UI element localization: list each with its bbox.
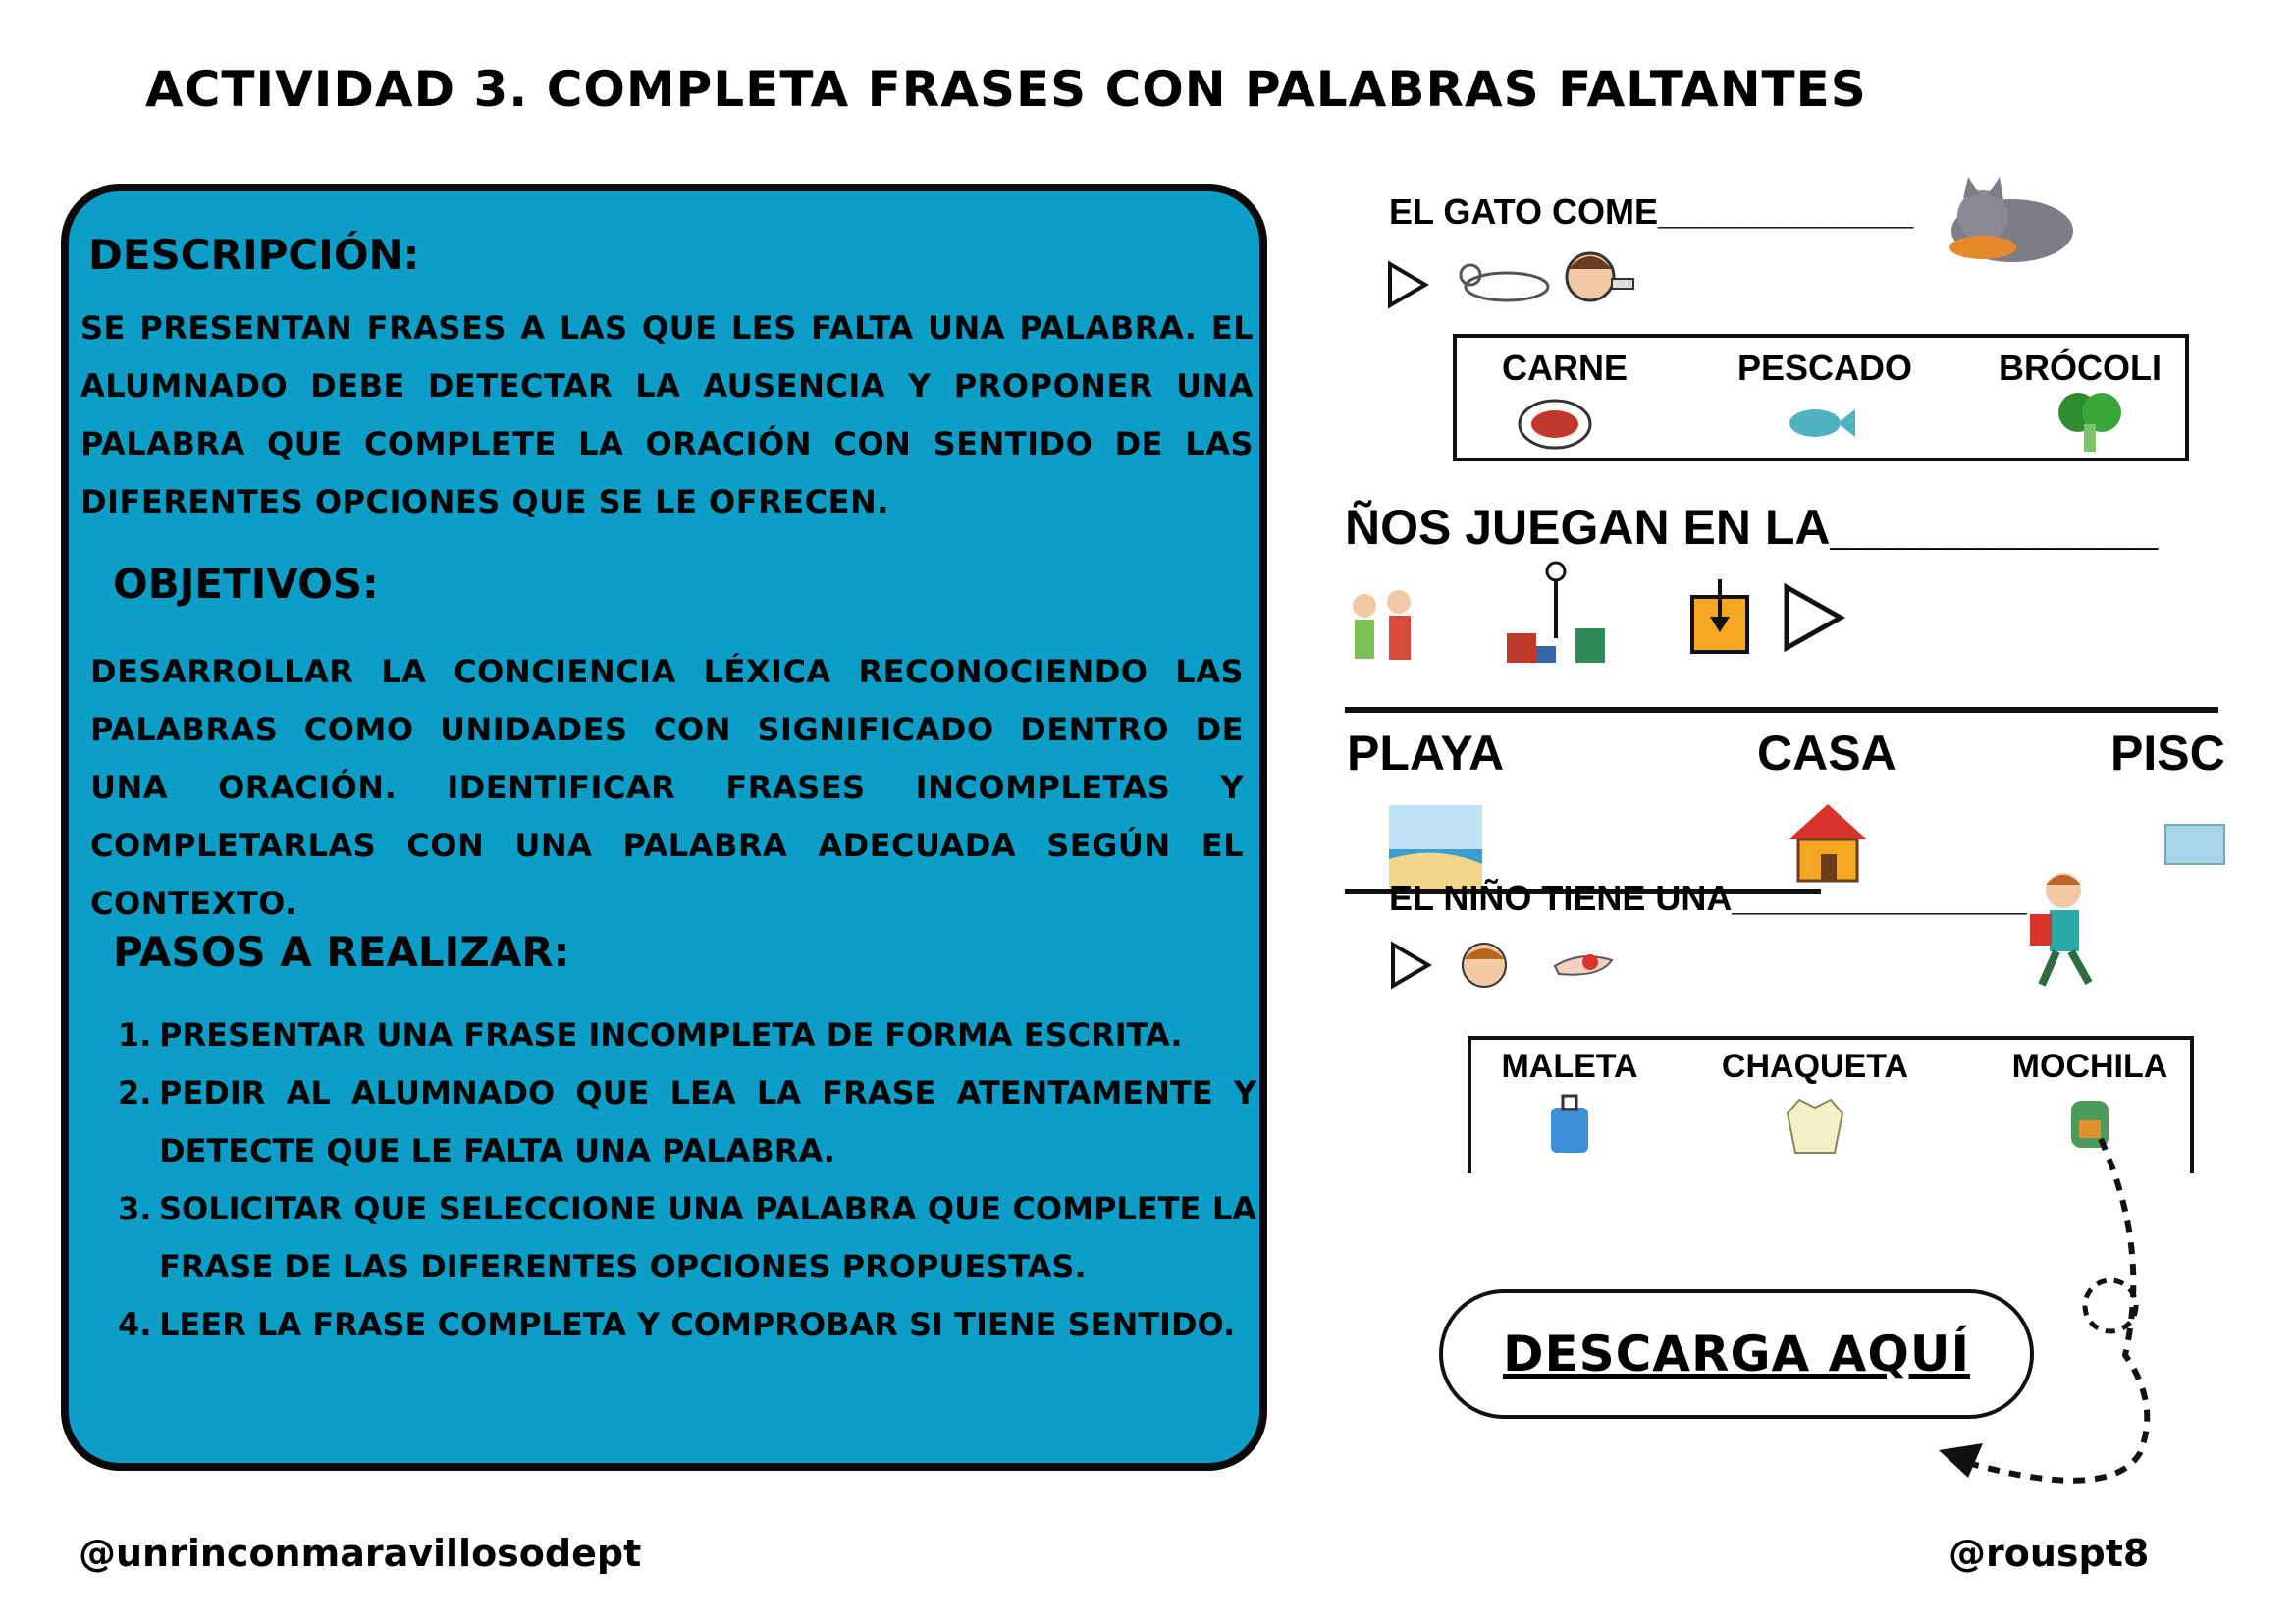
play-icon <box>1782 582 1846 653</box>
sentence-3-clip <box>1389 878 2027 919</box>
broccoli-icon <box>2051 387 2129 456</box>
options-box-1 <box>1453 334 2189 461</box>
option-brocoli: BRÓCOLI <box>1999 348 2162 388</box>
boy-with-backpack-icon <box>2012 869 2106 992</box>
step-item: 2. PEDIR AL ALUMNADO QUE LEA LA FRASE ATENTAMENTE Y DETECTE QUE LE FALTA UNA PALABRA. <box>118 1074 1256 1169</box>
pool-icon <box>2158 815 2218 874</box>
meat-icon <box>1516 397 1594 451</box>
download-button[interactable] <box>1439 1289 2034 1419</box>
author-handle-right: @rouspt8 <box>1949 1532 2150 1575</box>
option-playa: PLAYA <box>1347 726 1505 781</box>
option-piscina: PISC <box>2110 726 2225 781</box>
description-text: SE PRESENTAN FRASES A LAS QUE LES FALTA UNA PALABRA. EL ALUMNADO DEBE DETECTAR LA AUSENCIA Y PROPONER UNA PALABRA QUE COMPLETE LA ORACIÓN CON SENTIDO DE LAS DIFERENTES OPCIONES QUE SE LE OFRECEN. <box>80 309 1254 520</box>
option-maleta: MALETA <box>1501 1048 1638 1085</box>
play-toys-icon <box>1502 560 1610 668</box>
description-heading: DESCRIPCIÓN: <box>88 231 420 279</box>
divider-line <box>1345 707 2218 713</box>
option-casa: CASA <box>1757 726 1896 781</box>
in-box-icon <box>1688 579 1752 658</box>
jacket-icon <box>1786 1094 1844 1153</box>
option-chaqueta: CHAQUETA <box>1721 1048 1909 1085</box>
house-icon <box>1787 800 1870 884</box>
objectives-heading: OBJETIVOS: <box>113 560 379 608</box>
cat-pictogram-icon <box>1453 255 1561 309</box>
option-pescado: PESCADO <box>1736 348 1913 388</box>
hand-holding-icon <box>1551 941 1620 985</box>
worksheet-preview <box>1345 137 2225 1149</box>
step-item: 3. SOLICITAR QUE SELECCIONE UNA PALABRA QUE COMPLETE LA FRASE DE LAS DIFERENTES OPCIONES PROPUESTAS. <box>118 1190 1256 1285</box>
info-card <box>61 184 1267 1471</box>
steps-heading: PASOS A REALIZAR: <box>113 928 570 976</box>
boy-face-icon <box>1458 938 1512 992</box>
author-handle-left: @unrinconmaravillosodept <box>79 1532 642 1575</box>
step-item: 4. LEER LA FRASE COMPLETA Y COMPROBAR SI TIENE SENTIDO. <box>118 1306 1236 1343</box>
suitcase-icon <box>1545 1094 1594 1153</box>
objectives-text: DESARROLLAR LA CONCIENCIA LÉXICA RECONOCIENDO LAS PALABRAS COMO UNIDADES CON SIGNIFICADO DENTRO DE UNA ORACIÓN. IDENTIFICAR FRASES INCOMPLETAS Y COMPLETARLAS CON UNA PALABRA ADECUADA SEGÚN EL CONTEXTO. <box>90 653 1244 922</box>
play-icon <box>1389 941 1432 990</box>
children-icon <box>1345 584 1423 677</box>
sentence-2: ÑOS JUEGAN EN LA____________ <box>1345 500 2159 555</box>
play-icon <box>1386 260 1429 309</box>
fish-icon <box>1781 402 1859 446</box>
cat-eating-icon <box>1939 177 2086 265</box>
step-item: 1. PRESENTAR UNA FRASE INCOMPLETA DE FORMA ESCRITA. <box>118 1016 1183 1054</box>
sentence-1: EL GATO COME_____________ <box>1389 191 1914 232</box>
page-title: ACTIVIDAD 3. COMPLETA FRASES CON PALABRAS FALTANTES <box>145 61 1867 118</box>
option-mochila: MOCHILA <box>2011 1048 2168 1085</box>
person-eating-icon <box>1561 247 1639 316</box>
download-button-label: DESCARGA AQUÍ <box>1502 1326 1971 1382</box>
option-carne: CARNE <box>1501 348 1628 388</box>
steps-list <box>118 1006 1256 1354</box>
sentence-3: EL NIÑO TIENE UNA_______________ <box>1389 878 2027 918</box>
